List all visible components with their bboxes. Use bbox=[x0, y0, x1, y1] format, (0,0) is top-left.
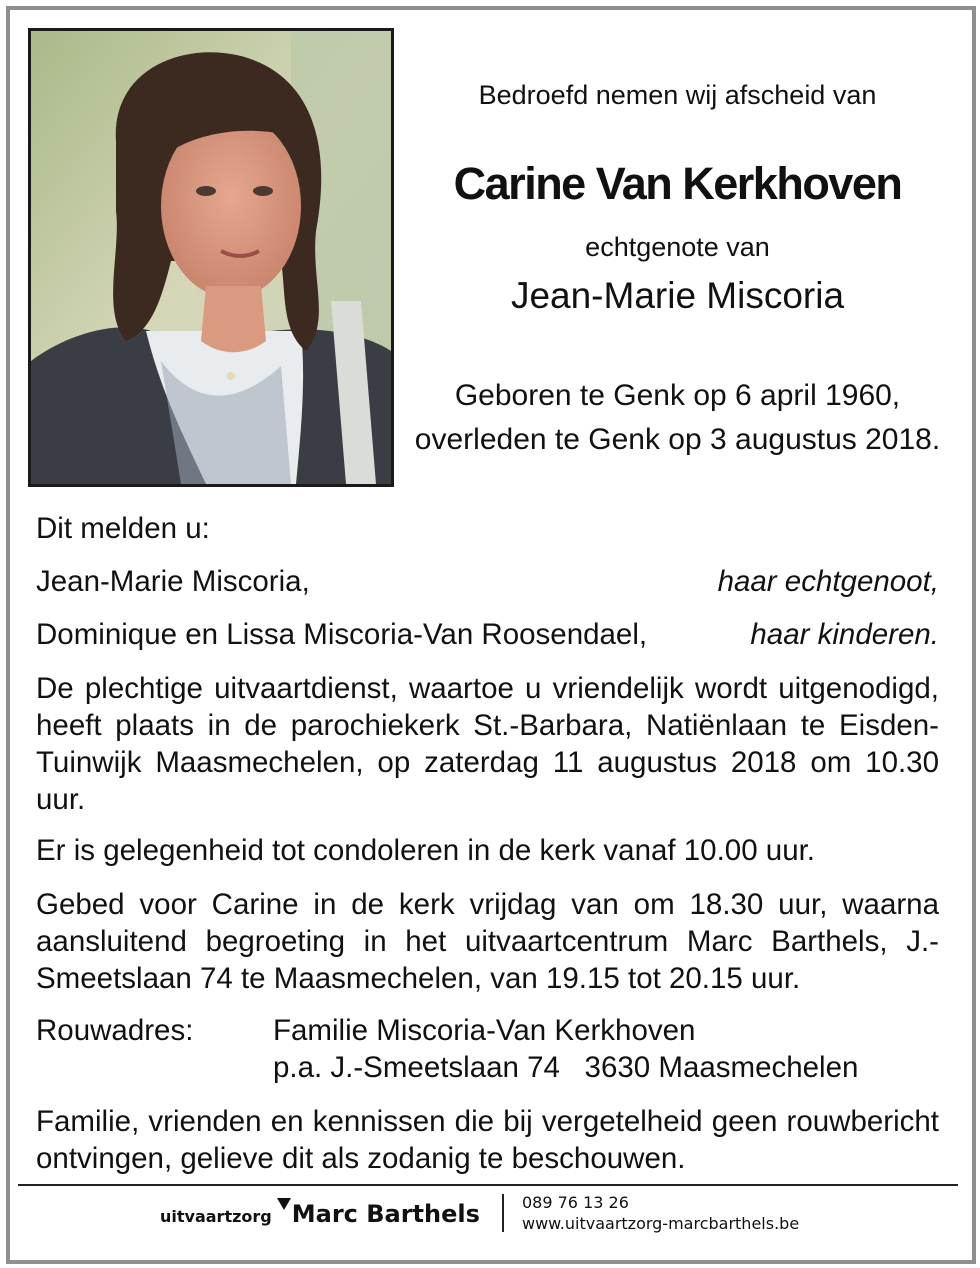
brand-prefix: uitvaartzorg bbox=[160, 1207, 272, 1226]
address-line-1: Familie Miscoria-Van Kerkhoven bbox=[273, 1014, 696, 1047]
funeral-service-paragraph: De plechtige uitvaartdienst, waartoe u vriendelijk wordt uitgenodigd, heeft plaats in de parochiekerk St.-Barbara, Natiënlaan te Eisden-Tuinwijk Maasmechelen, op zaterdag 11 augustus 2018 om 10.30 uur. bbox=[36, 672, 939, 816]
website-link[interactable]: www.uitvaartzorg-marcbarthels.be bbox=[522, 1214, 800, 1233]
announcer-role: haar echtgenoot, bbox=[717, 565, 939, 598]
mourning-address bbox=[36, 1012, 939, 1086]
announcer-row bbox=[36, 563, 939, 600]
spouse-name: Jean-Marie Miscoria bbox=[510, 275, 845, 316]
portrait-photo bbox=[28, 28, 394, 487]
life-dates bbox=[405, 374, 950, 462]
closing-paragraph: Familie, vrienden en kennissen die bij vergetelheid geen rouwbericht ontvingen, gelieve dit als zodanig te beschouwen. bbox=[36, 1105, 939, 1175]
announcer-role: haar kinderen. bbox=[750, 618, 939, 651]
spouse-relation: echtgenote van bbox=[585, 232, 770, 262]
brand-name: Marc Barthels bbox=[291, 1200, 480, 1228]
address-label: Rouwadres: bbox=[36, 1014, 194, 1047]
announcer-name: Jean-Marie Miscoria, bbox=[36, 565, 310, 598]
birth-line: Geboren te Genk op 6 april 1960, bbox=[454, 379, 901, 412]
funeral-home-logo bbox=[160, 1200, 480, 1252]
death-line: overleden te Genk op 3 augustus 2018. bbox=[414, 423, 941, 456]
footer-separator bbox=[502, 1194, 504, 1232]
announcer-name: Dominique en Lissa Miscoria-Van Roosendael, bbox=[36, 618, 648, 651]
prayer-paragraph: Gebed voor Carine in de kerk vrijdag van om 18.30 uur, waarna aansluitend begroeting in het uitvaartcentrum Marc Barthels, J.-Smeetslaan 74 te Maasmechelen, van 19.15 tot 20.15 uur. bbox=[36, 888, 939, 995]
address-line-2: p.a. J.-Smeetslaan 74 3630 Maasmechelen bbox=[273, 1051, 859, 1084]
condolence-paragraph: Er is gelegenheid tot condoleren in de kerk vanaf 10.00 uur. bbox=[36, 834, 815, 867]
deceased-name: Carine Van Kerkhoven bbox=[453, 158, 902, 209]
intro-line: Bedroefd nemen wij afscheid van bbox=[478, 80, 877, 110]
triangle-icon bbox=[277, 1198, 291, 1210]
announcers-intro: Dit melden u: bbox=[36, 512, 210, 545]
contact-block bbox=[522, 1192, 799, 1244]
footer-divider bbox=[18, 1184, 958, 1186]
announcer-row bbox=[36, 616, 939, 653]
phone-number: 089 76 13 26 bbox=[522, 1193, 629, 1212]
